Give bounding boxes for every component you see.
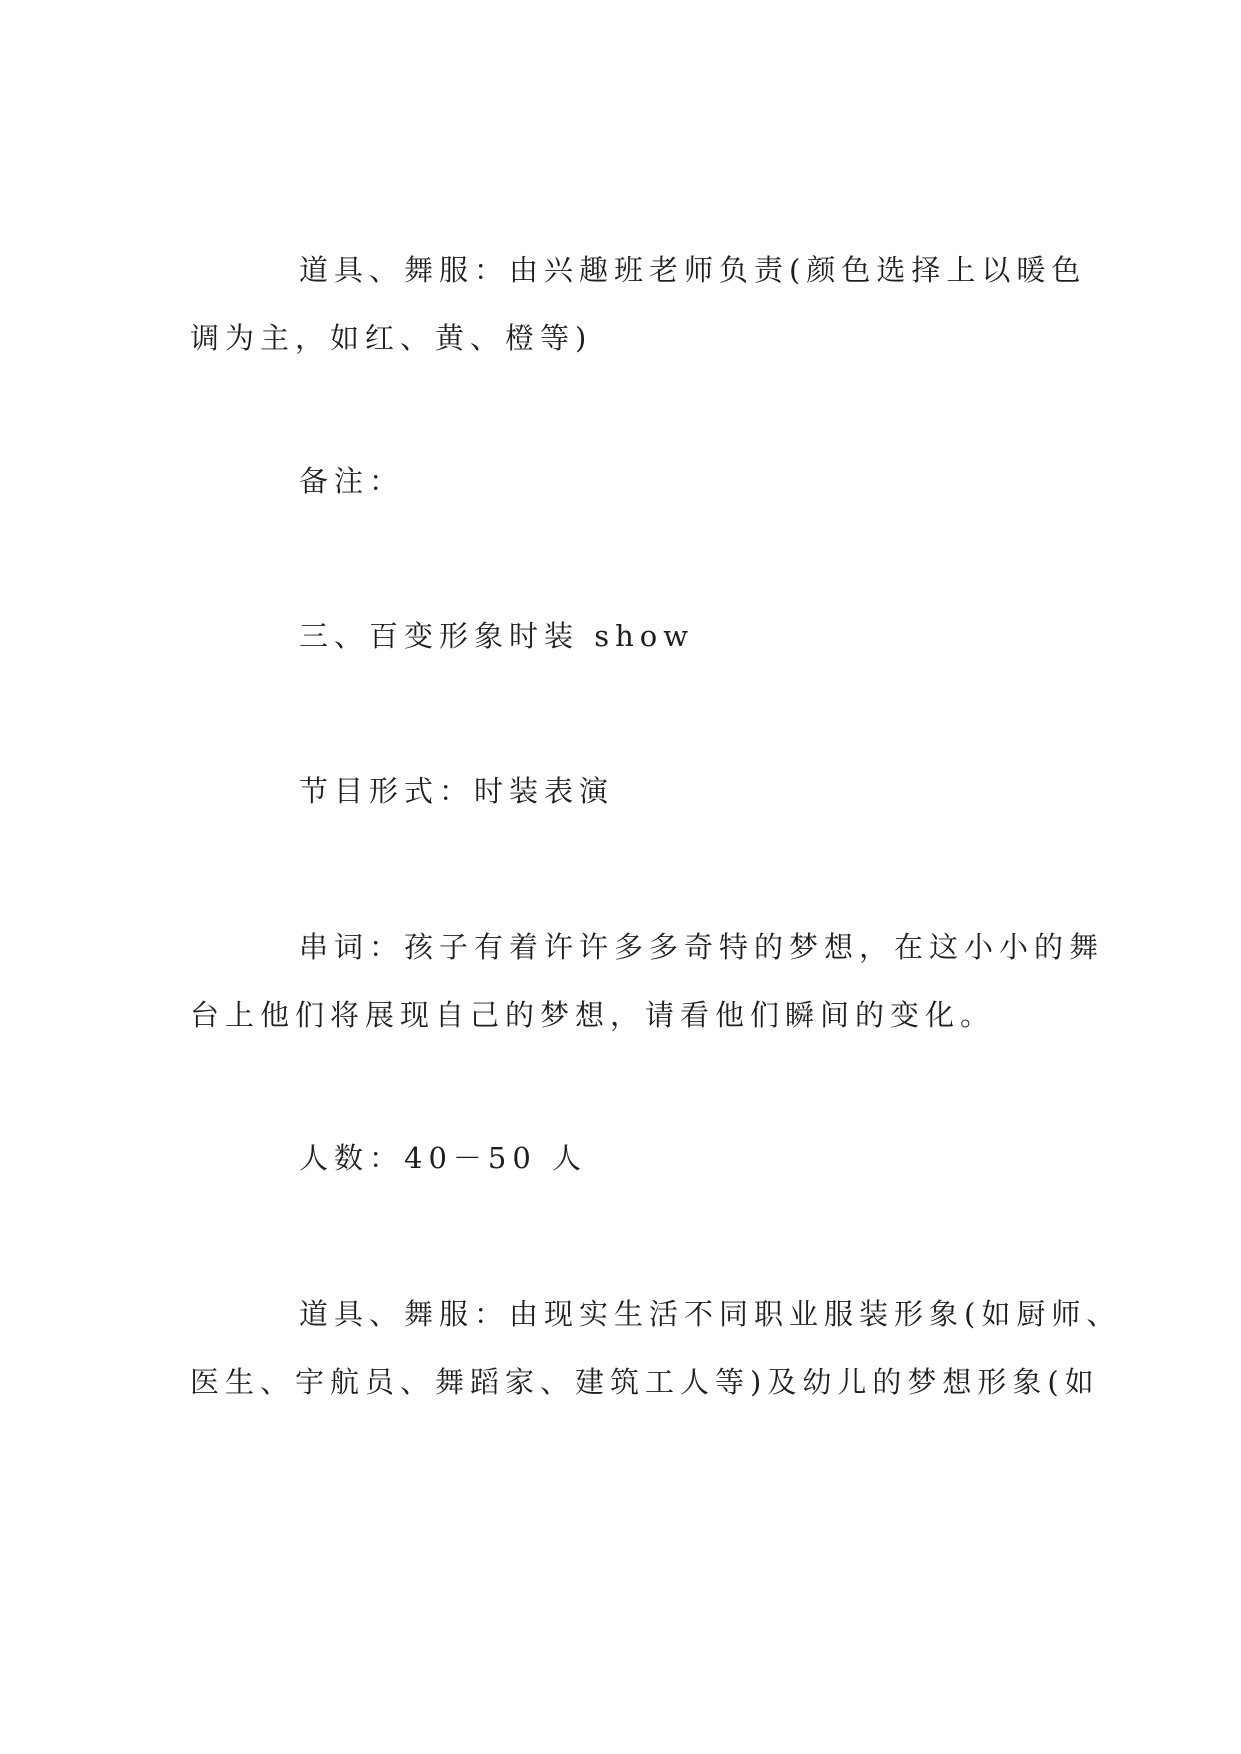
paragraph-program-format: [190, 757, 1050, 825]
text-line: 串词：孩子有着许许多多奇特的梦想，在这小小的舞: [299, 930, 1105, 964]
paragraph-participants: [190, 1124, 1050, 1192]
paragraph-host-script: [190, 913, 1105, 1049]
text-line: 医生、宇航员、舞蹈家、建筑工人等)及幼儿的梦想形象(如: [190, 1365, 1100, 1399]
paragraph-props-costumes-2: [190, 1280, 1122, 1416]
paragraph-section-three-title: [190, 602, 1050, 670]
paragraph-props-costumes-1: [190, 236, 1087, 372]
text-line: 调为主，如红、黄、橙等): [190, 321, 593, 355]
text-line: 台上他们将展现自己的梦想，请看他们瞬间的变化。: [190, 998, 996, 1032]
text-line: 道具、舞服：由兴趣班老师负责(颜色选择上以暖色: [299, 253, 1087, 287]
paragraph-remarks: [190, 447, 1050, 515]
text-line: 三、百变形象时装 show: [299, 619, 695, 653]
text-line: 道具、舞服：由现实生活不同职业服装形象(如厨师、: [299, 1297, 1122, 1331]
text-line: 人数：40－50 人: [299, 1141, 588, 1175]
text-line: 节目形式：时装表演: [299, 774, 615, 808]
text-line: 备注：: [299, 464, 405, 498]
